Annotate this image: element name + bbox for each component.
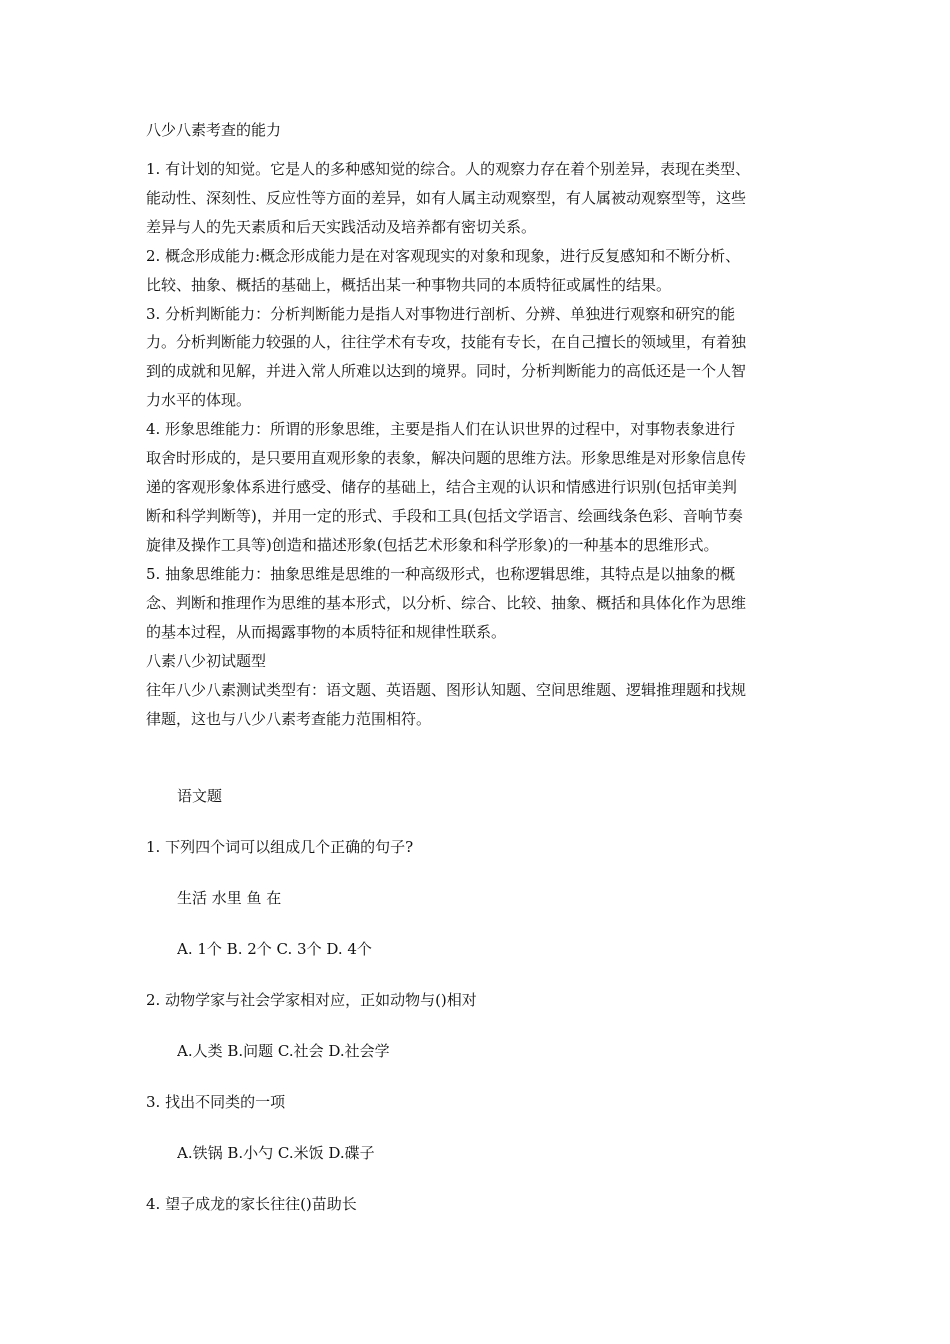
ability-line-13: 断和科学判断等)，并用一定的形式、手段和工具(包括文学语言、绘画线条色彩、音响节奏 (146, 507, 743, 525)
question-2: 2. 动物学家与社会学家相对应，正如动物与()相对 (146, 991, 477, 1009)
document-title: 八少八素考查的能力 (146, 121, 282, 139)
ability-line-7: 力。分析判断能力较强的人，往往学术有专攻，技能有专长，在自己擅长的领域里，有着独 (146, 333, 747, 351)
ability-line-10: 4. 形象思维能力：所谓的形象思维，主要是指人们在认识世界的过程中，对事物表象进行 (146, 420, 736, 438)
ability-line-3: 差异与人的先天素质和后天实践活动及培养都有密切关系。 (146, 218, 537, 236)
ability-line-17: 的基本过程，从而揭露事物的本质特征和规律性联系。 (146, 623, 507, 641)
question-1: 1. 下列四个词可以组成几个正确的句子? (146, 838, 414, 856)
ability-line-15: 5. 抽象思维能力：抽象思维是思维的一种高级形式，也称逻辑思维，其特点是以抽象的概 (146, 565, 736, 583)
ability-line-2: 能动性、深刻性、反应性等方面的差异，如有人属主动观察型，有人属被动观察型等，这些 (146, 189, 747, 207)
section-subtitle: 八素八少初试题型 (146, 652, 267, 670)
ability-line-4: 2. 概念形成能力:概念形成能力是在对客观现实的对象和现象，进行反复感知和不断分析、 (146, 247, 741, 265)
ability-line-6: 3. 分析判断能力：分析判断能力是指人对事物进行剖析、分辨、单独进行观察和研究的能 (146, 305, 736, 323)
question-3-options: A.铁锅 B.小勺 C.米饭 D.碟子 (177, 1144, 375, 1162)
intro-line-2: 律题，这也与八少八素考查能力范围相符。 (146, 710, 432, 728)
question-3: 3. 找出不同类的一项 (146, 1093, 286, 1111)
ability-line-12: 递的客观形象体系进行感受、储存的基础上，结合主观的认识和情感进行识别(包括审美判 (146, 478, 737, 496)
ability-line-1: 1. 有计划的知觉。它是人的多种感知觉的综合。人的观察力存在着个别差异，表现在类型、 (146, 160, 751, 178)
ability-line-8: 到的成就和见解，并进入常人所难以达到的境界。同时，分析判断能力的高低还是一个人智 (146, 362, 747, 380)
ability-line-9: 力水平的体现。 (146, 391, 252, 409)
question-1-options: A. 1个 B. 2个 C. 3个 D. 4个 (177, 940, 372, 958)
ability-line-5: 比较、抽象、概括的基础上，概括出某一种事物共同的本质特征或属性的结果。 (146, 276, 672, 294)
ability-line-11: 取舍时形成的，是只要用直观形象的表象，解决问题的思维方法。形象思维是对形象信息传 (146, 449, 747, 467)
ability-line-14: 旋律及操作工具等)创造和描述形象(包括艺术形象和科学形象)的一种基本的思维形式。 (146, 536, 719, 554)
ability-line-16: 念、判断和推理作为思维的基本形式，以分析、综合、比较、抽象、概括和具体化作为思维 (146, 594, 747, 612)
question-1-words: 生活 水里 鱼 在 (177, 889, 282, 907)
question-2-options: A.人类 B.问题 C.社会 D.社会学 (177, 1042, 390, 1060)
intro-line-1: 往年八少八素测试类型有：语文题、英语题、图形认知题、空间思维题、逻辑推理题和找规 (146, 681, 747, 699)
section-title-chinese: 语文题 (177, 787, 223, 805)
question-4: 4. 望子成龙的家长往往()苗助长 (146, 1195, 357, 1213)
